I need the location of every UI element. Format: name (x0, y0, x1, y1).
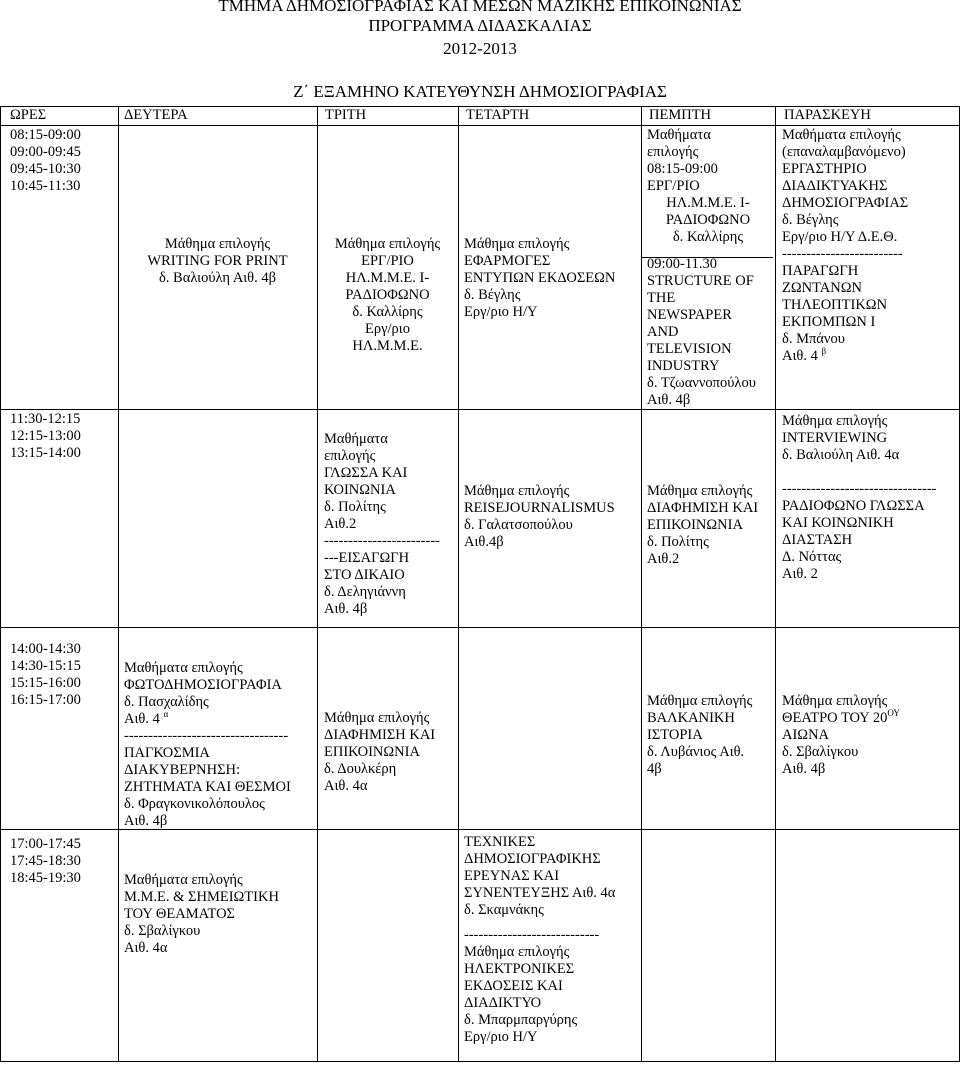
course-line: ΠΑΓΚΟΣΜΙΑ (124, 745, 210, 761)
course-line: Αιθ. 4β (647, 392, 691, 408)
course-line: ΕΠΙΚΟΙΝΩΝΙΑ (647, 517, 743, 533)
course-line: ΚΟΙΝΩΝΙΑ (324, 482, 396, 498)
course-line: ΗΛ.Μ.Μ.Ε. (352, 338, 423, 354)
course-line: ΖΗΤΗΜΑΤΑ ΚΑΙ ΘΕΣΜΟΙ (124, 779, 291, 795)
col-header-monday: ΔΕΥΤΕΡΑ (124, 107, 188, 123)
course-line: δ. Λυβάνιος Αιθ. (647, 744, 745, 760)
course-line: δ. Βέγλης (782, 212, 839, 228)
tuesday-midday-course (324, 431, 440, 618)
course-line: Εργ/ριο Η/Υ Δ.Ε.Θ. (782, 229, 898, 245)
course-line: δ. Μπάνου (782, 331, 845, 347)
course-line: ΕΦΑΡΜΟΓΕΣ (464, 253, 551, 269)
course-line: Αιθ. 4α (324, 778, 368, 794)
time-slot: 09:00-09:45 (10, 144, 81, 160)
course-line: δ. Καλλίρης (672, 229, 744, 245)
course-line: (επαναλαμβανόμενο) (782, 144, 906, 160)
time-slot: 14:30-15:15 (10, 658, 81, 674)
course-line: Αιθ. 4α (124, 940, 168, 956)
friday-midday-course (782, 413, 937, 583)
course-line: δ. Μπαρμπαργύρης (464, 1012, 578, 1028)
course-line: δ. Σβαλίγκου (782, 744, 859, 760)
time-slot: 18:45-19:30 (10, 870, 81, 886)
col-header-hours: ΩΡΕΣ (10, 107, 47, 123)
course-line: ΔΙΑΔΙΚΤΥΟ (464, 995, 542, 1011)
course-line: ΘΕΑΤΡΟ ΤΟΥ $20^{O\Upsilon}$ (782, 708, 900, 726)
time-slot: 15:15-16:00 (10, 675, 81, 691)
col-header-friday: ΠΑΡΑΣΚΕΥΗ (784, 107, 871, 123)
course-line: δ. Τζωαννοπούλου (647, 375, 756, 391)
time-slot: 13:15-14:00 (10, 445, 81, 461)
program-title: ΠΡΟΓΡΑΜΜΑ ΔΙΔΑΣΚΑΛΙΑΣ (368, 16, 592, 35)
course-line: ΣΥΝΕΝΤΕΥΞΗΣ Αιθ. 4α (464, 885, 616, 901)
course-line: REISEJOURNALISMUS (464, 500, 615, 516)
course-line: επιλογής (647, 144, 699, 160)
wednesday-midday-course (464, 483, 615, 551)
time-slot: 17:00-17:45 (10, 836, 81, 852)
time-slots-midday (10, 411, 81, 462)
course-line: Μάθημα επιλογής (464, 483, 570, 499)
course-line: ΗΛ.Μ.Μ.Ε. Ι- (345, 270, 430, 286)
department-title: ΤΜΗΜΑ ΔΗΜΟΣΙΟΓΡΑΦΙΑΣ ΚΑΙ ΜΕΣΩΝ ΜΑΖΙΚΗΣ ΕΠΙΚΟΙΝΩΝΙΑΣ (218, 0, 742, 15)
course-line: δ. Δουλκέρη (324, 761, 397, 777)
time-slots-morning (10, 127, 81, 195)
col-header-tuesday: ΤΡΙΤΗ (325, 107, 367, 123)
course-line: ΕΡΕΥΝΑΣ ΚΑΙ (464, 868, 560, 884)
course-line: Αιθ. 4 $^\alpha$ (124, 709, 169, 727)
course-separator: ------------------------- (782, 246, 903, 262)
course-line: WRITING FOR PRINT (147, 253, 288, 269)
course-line: ΡΑΔΙΟΦΩΝΟ ΓΛΩΣΣΑ (782, 498, 925, 514)
course-line: δ. Βέγλης (464, 287, 521, 303)
course-separator: ------------------------ (324, 533, 440, 549)
course-line: Αιθ.2 (647, 551, 680, 567)
course-line: ΣΤΟ ΔΙΚΑΙΟ (324, 567, 405, 583)
course-line: Μάθημα επιλογής (464, 944, 570, 960)
course-separator: ---------------------------------- (124, 728, 289, 744)
time-slot: 17:45-18:30 (10, 853, 81, 869)
course-line: Αιθ. 4β (124, 813, 168, 829)
course-line: ΠΑΡΑΓΩΓΗ (782, 263, 859, 279)
time-slot: 16:15-17:00 (10, 692, 81, 708)
course-line: ΔΗΜΟΣΙΟΓΡΑΦΙΚΗΣ (464, 851, 601, 867)
time-slot: 14:00-14:30 (10, 641, 81, 657)
course-line: NEWSPAPER (647, 307, 732, 323)
time-slot: 10:45-11:30 (10, 178, 81, 194)
course-line: δ. Σβαλίγκου (124, 923, 201, 939)
course-line: ΤΕΧΝΙΚΕΣ (464, 834, 536, 850)
course-line: Αιθ.4β (464, 534, 504, 550)
course-line: ΚΑΙ ΚΟΙΝΩΝΙΚΗ (782, 515, 894, 531)
wednesday-morning-course (464, 236, 615, 321)
course-line: Μάθημα επιλογής (164, 236, 271, 252)
course-line: δ. Καλλίρης (352, 304, 423, 320)
course-line: Μαθήματα (647, 127, 711, 143)
thursday-morning-course-a-cont (641, 195, 775, 246)
course-line: ΔΙΑΣΤΑΣΗ (782, 532, 853, 548)
course-line: INDUSTRY (647, 358, 720, 374)
course-line: Μαθήματα επιλογής (124, 660, 243, 676)
course-line: ΖΩΝΤΑΝΩΝ (782, 280, 862, 296)
course-line: επιλογής (324, 448, 376, 464)
thursday-midday-course (647, 483, 758, 568)
semester-title: Ζ΄ ΕΞΑΜΗΝΟ ΚΑΤΕΥΘΥΝΣΗ ΔΗΜΟΣΙΟΓΡΑΦΙΑΣ (293, 82, 667, 101)
course-line: Εργ/ριο Η/Υ (464, 304, 538, 320)
course-line: AND (647, 324, 679, 340)
course-line: δ. Σκαμνάκης (464, 902, 544, 918)
course-line: ΕΠΙΚΟΙΝΩΝΙΑ (324, 744, 420, 760)
course-line: Αιθ. 4 $^\beta$ (782, 346, 827, 364)
course-line: Αιθ. 4β (324, 601, 368, 617)
monday-morning-course (118, 236, 317, 287)
time-slot: 11:30-12:15 (10, 411, 81, 427)
course-line: Μαθήματα (324, 431, 388, 447)
course-line: Μαθήματα επιλογής (782, 127, 901, 143)
course-line: ΙΣΤΟΡΙΑ (647, 727, 703, 743)
course-line: ΤΗΛΕΟΠΤΙΚΩΝ (782, 297, 888, 313)
course-line: ΔΙΑΔΙΚΤΥΑΚΗΣ (782, 178, 888, 194)
course-line: δ. Γαλατσοπούλου (464, 517, 573, 533)
course-line: ---ΕΙΣΑΓΩΓΗ (324, 550, 410, 566)
tuesday-morning-course (317, 236, 458, 355)
course-line: Μ.Μ.Ε. & ΣΗΜΕΙΩΤΙΚΗ (124, 889, 279, 905)
course-line: δ. Βαλιούλη Αιθ. 4α (782, 447, 900, 463)
course-line: ΓΛΩΣΣΑ ΚΑΙ (324, 465, 408, 481)
course-line: δ. Πολίτης (324, 499, 386, 515)
course-line: Μάθημα επιλογής (464, 236, 570, 252)
course-line: THE (647, 290, 676, 306)
course-line: ΡΑΔΙΟΦΩΝΟ (345, 287, 430, 303)
course-line: ΗΛ.Μ.Μ.Ε. Ι- (666, 195, 750, 211)
course-line: δ. Βαλιούλη Αιθ. 4β (158, 270, 277, 286)
course-line: Μάθημα επιλογής (324, 710, 430, 726)
course-line: ΕΡΓ/ΡΙΟ (361, 253, 414, 269)
course-line: ΡΑΔΙΟΦΩΝΟ (665, 212, 751, 228)
course-line: ΔΙΑΦΗΜΙΣΗ ΚΑΙ (647, 500, 759, 516)
course-line: Μάθημα επιλογής (647, 483, 753, 499)
course-line: δ. Πολίτης (647, 534, 709, 550)
course-line: Δ. Νόττας (782, 549, 842, 565)
course-line: Εργ/ριο Η/Υ (464, 1029, 538, 1045)
course-line: ΑΙΩΝΑ (782, 727, 830, 743)
course-line: Εργ/ριο (365, 321, 410, 337)
time-slot: 08:15-09:00 (10, 127, 81, 143)
course-line: STRUCTURE OF (647, 273, 754, 289)
friday-morning-course (782, 127, 908, 365)
course-separator: -------------------------------- (782, 481, 937, 497)
thursday-morning-course-b (647, 256, 756, 409)
course-line: Αιθ. 4β (782, 761, 826, 777)
course-line: Αιθ.2 (324, 516, 357, 532)
course-line: ΕΚΔΟΣΕΙΣ ΚΑΙ (464, 978, 563, 994)
course-line: TELEVISION (647, 341, 732, 357)
course-line: 09:00-11.30 (647, 256, 717, 272)
course-line: ΕΡΓ/ΡΙΟ (647, 178, 700, 194)
course-line: ΔΗΜΟΣΙΟΓΡΑΦΙΑΣ (782, 195, 909, 211)
course-line: Αιθ. 2 (782, 566, 818, 582)
monday-evening-course (124, 872, 279, 957)
course-line: Μάθημα επιλογής (334, 236, 441, 252)
course-line: δ. Πασχαλίδης (124, 694, 209, 710)
course-line: INTERVIEWING (782, 430, 888, 446)
time-slot: 12:15-13:00 (10, 428, 81, 444)
academic-year: 2012-2013 (443, 39, 517, 58)
course-line: ΕΚΠΟΜΠΩΝ Ι (782, 314, 876, 330)
course-line: Μάθημα επιλογής (647, 693, 753, 709)
course-line: δ. Φραγκονικολόπουλος (124, 796, 265, 812)
course-line: ΕΝΤΥΠΩΝ ΕΚΔΟΣΕΩΝ (464, 270, 616, 286)
wednesday-evening-course (464, 834, 615, 1046)
course-line: Μαθήματα επιλογής (124, 872, 243, 888)
time-slot: 09:45-10:30 (10, 161, 81, 177)
thursday-afternoon-course (647, 693, 752, 778)
course-line: 4β (647, 761, 662, 777)
tuesday-afternoon-course (324, 710, 435, 795)
course-line: ΕΡΓΑΣΤΗΡΙΟ (782, 161, 867, 177)
time-slots-afternoon (10, 641, 81, 709)
course-line: ΒΑΛΚΑΝΙΚΗ (647, 710, 735, 726)
course-line: Μάθημα επιλογής (782, 693, 888, 709)
course-separator: ---------------------------- (464, 927, 600, 943)
course-line: ΗΛΕΚΤΡΟΝΙΚΕΣ (464, 961, 575, 977)
thursday-morning-course-a (647, 127, 718, 195)
col-header-wednesday: ΤΕΤΑΡΤΗ (466, 107, 530, 123)
course-line: δ. Δεληγιάννη (324, 584, 406, 600)
course-line: Μάθημα επιλογής (782, 413, 888, 429)
friday-afternoon-course (782, 693, 900, 778)
course-line: ΤΟΥ ΘΕΑΜΑΤΟΣ (124, 906, 235, 922)
course-line: ΦΩΤΟΔΗΜΟΣΙΟΓΡΑΦΙΑ (124, 677, 282, 693)
monday-afternoon-course (124, 660, 291, 830)
course-line: ΔΙΑΚΥΒΕΡΝΗΣΗ: (124, 762, 241, 778)
course-line: 08:15-09:00 (647, 161, 718, 177)
course-line: ΔΙΑΦΗΜΙΣΗ ΚΑΙ (324, 727, 436, 743)
time-slots-evening (10, 836, 81, 887)
col-header-thursday: ΠΕΜΠΤΗ (649, 107, 712, 123)
